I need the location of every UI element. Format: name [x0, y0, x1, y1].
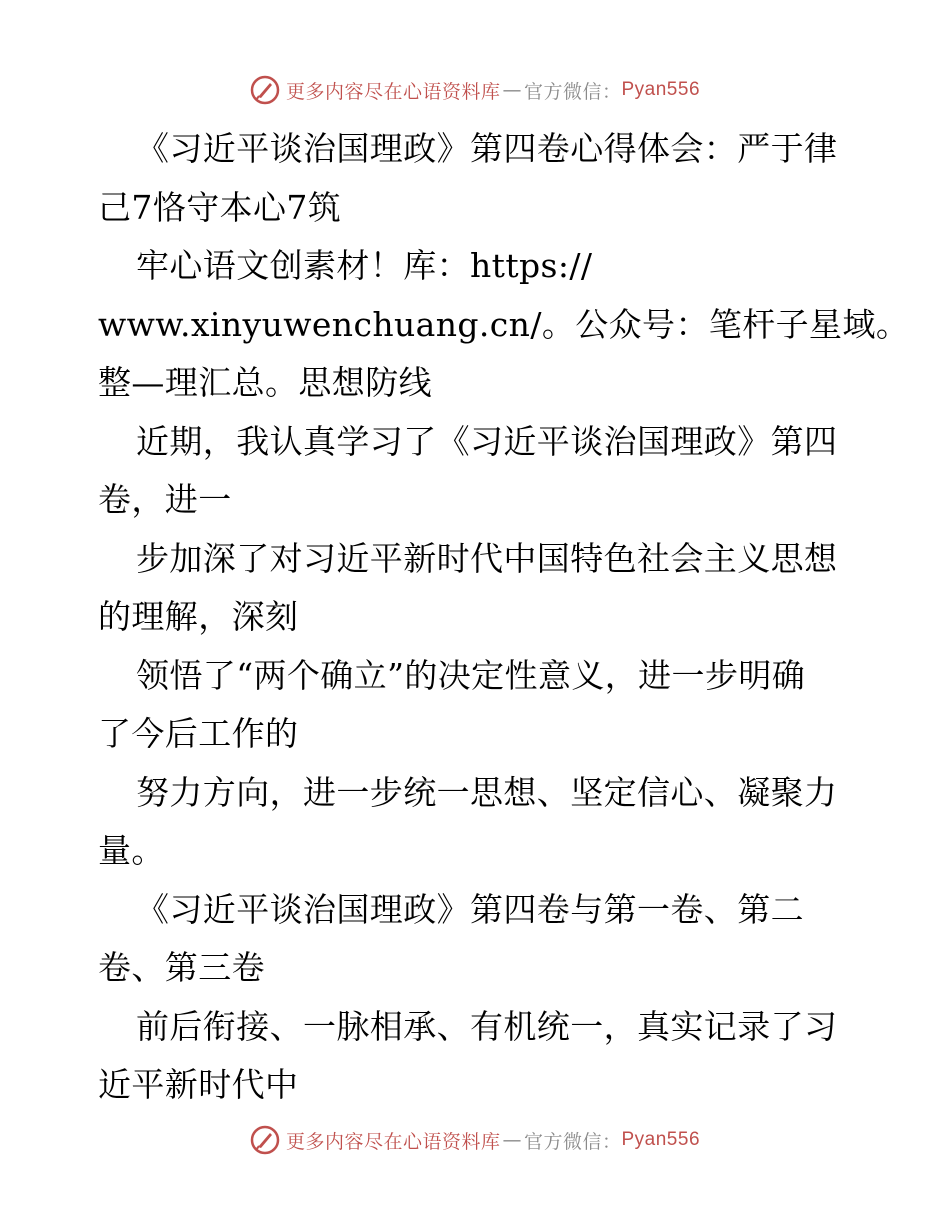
header-banner — [0, 70, 950, 110]
doc-line-5: 整—理汇总。思想防线 — [98, 363, 432, 402]
footer-separator: — — [502, 1129, 522, 1151]
header-banner-text: 更多内容尽在心语资料库 — [285, 80, 501, 103]
doc-line-2: 己7恪守本心7筑 — [98, 187, 342, 227]
footer-wechat-label: 官方微信： — [523, 1130, 622, 1153]
doc-line-12: 努力方向，进一步统一思想、坚定信心、凝聚力 — [136, 772, 838, 812]
document-body — [98, 120, 910, 1115]
doc-line-15: 卷、第三卷 — [98, 948, 265, 987]
doc-line-8: 步加深了对习近平新时代中国特色社会主义思想 — [136, 538, 838, 578]
doc-line-1: 《习近平谈治国理政》第四卷心得体会：严于律 — [136, 129, 838, 168]
header-wechat-id: Pyan556 — [621, 79, 701, 100]
header-wechat-label: 官方微信： — [523, 80, 622, 103]
footer-banner — [0, 1120, 950, 1160]
doc-line-11: 了今后工作的 — [98, 714, 299, 753]
doc-line-6: 近期，我认真学习了《习近平谈治国理政》第四 — [136, 421, 838, 461]
doc-line-10: 领悟了“两个确立”的决定性意义，进一步明确 — [136, 655, 806, 695]
doc-line-7: 卷，进一 — [98, 480, 232, 519]
doc-line-14: 《习近平谈治国理政》第四卷与第一卷、第二 — [136, 889, 804, 929]
doc-line-17: 近平新时代中 — [98, 1065, 299, 1104]
footer-wechat-id: Pyan556 — [621, 1129, 701, 1150]
doc-line-4: www.xinyuwenchuang.cn/。公众号：笔杆子星域。 — [98, 304, 910, 344]
footer-banner-text: 更多内容尽在心语资料库 — [285, 1130, 501, 1153]
doc-line-9: 的理解，深刻 — [98, 597, 299, 636]
feather-pen-logo-icon — [250, 1125, 280, 1155]
doc-line-3: 牢心语文创素材！库：https:// — [136, 246, 593, 285]
doc-line-16: 前后衔接、一脉相承、有机统一，真实记录了习 — [136, 1006, 838, 1046]
header-separator: — — [502, 79, 522, 101]
feather-pen-logo-icon — [250, 75, 280, 105]
doc-line-13: 量。 — [98, 831, 165, 870]
